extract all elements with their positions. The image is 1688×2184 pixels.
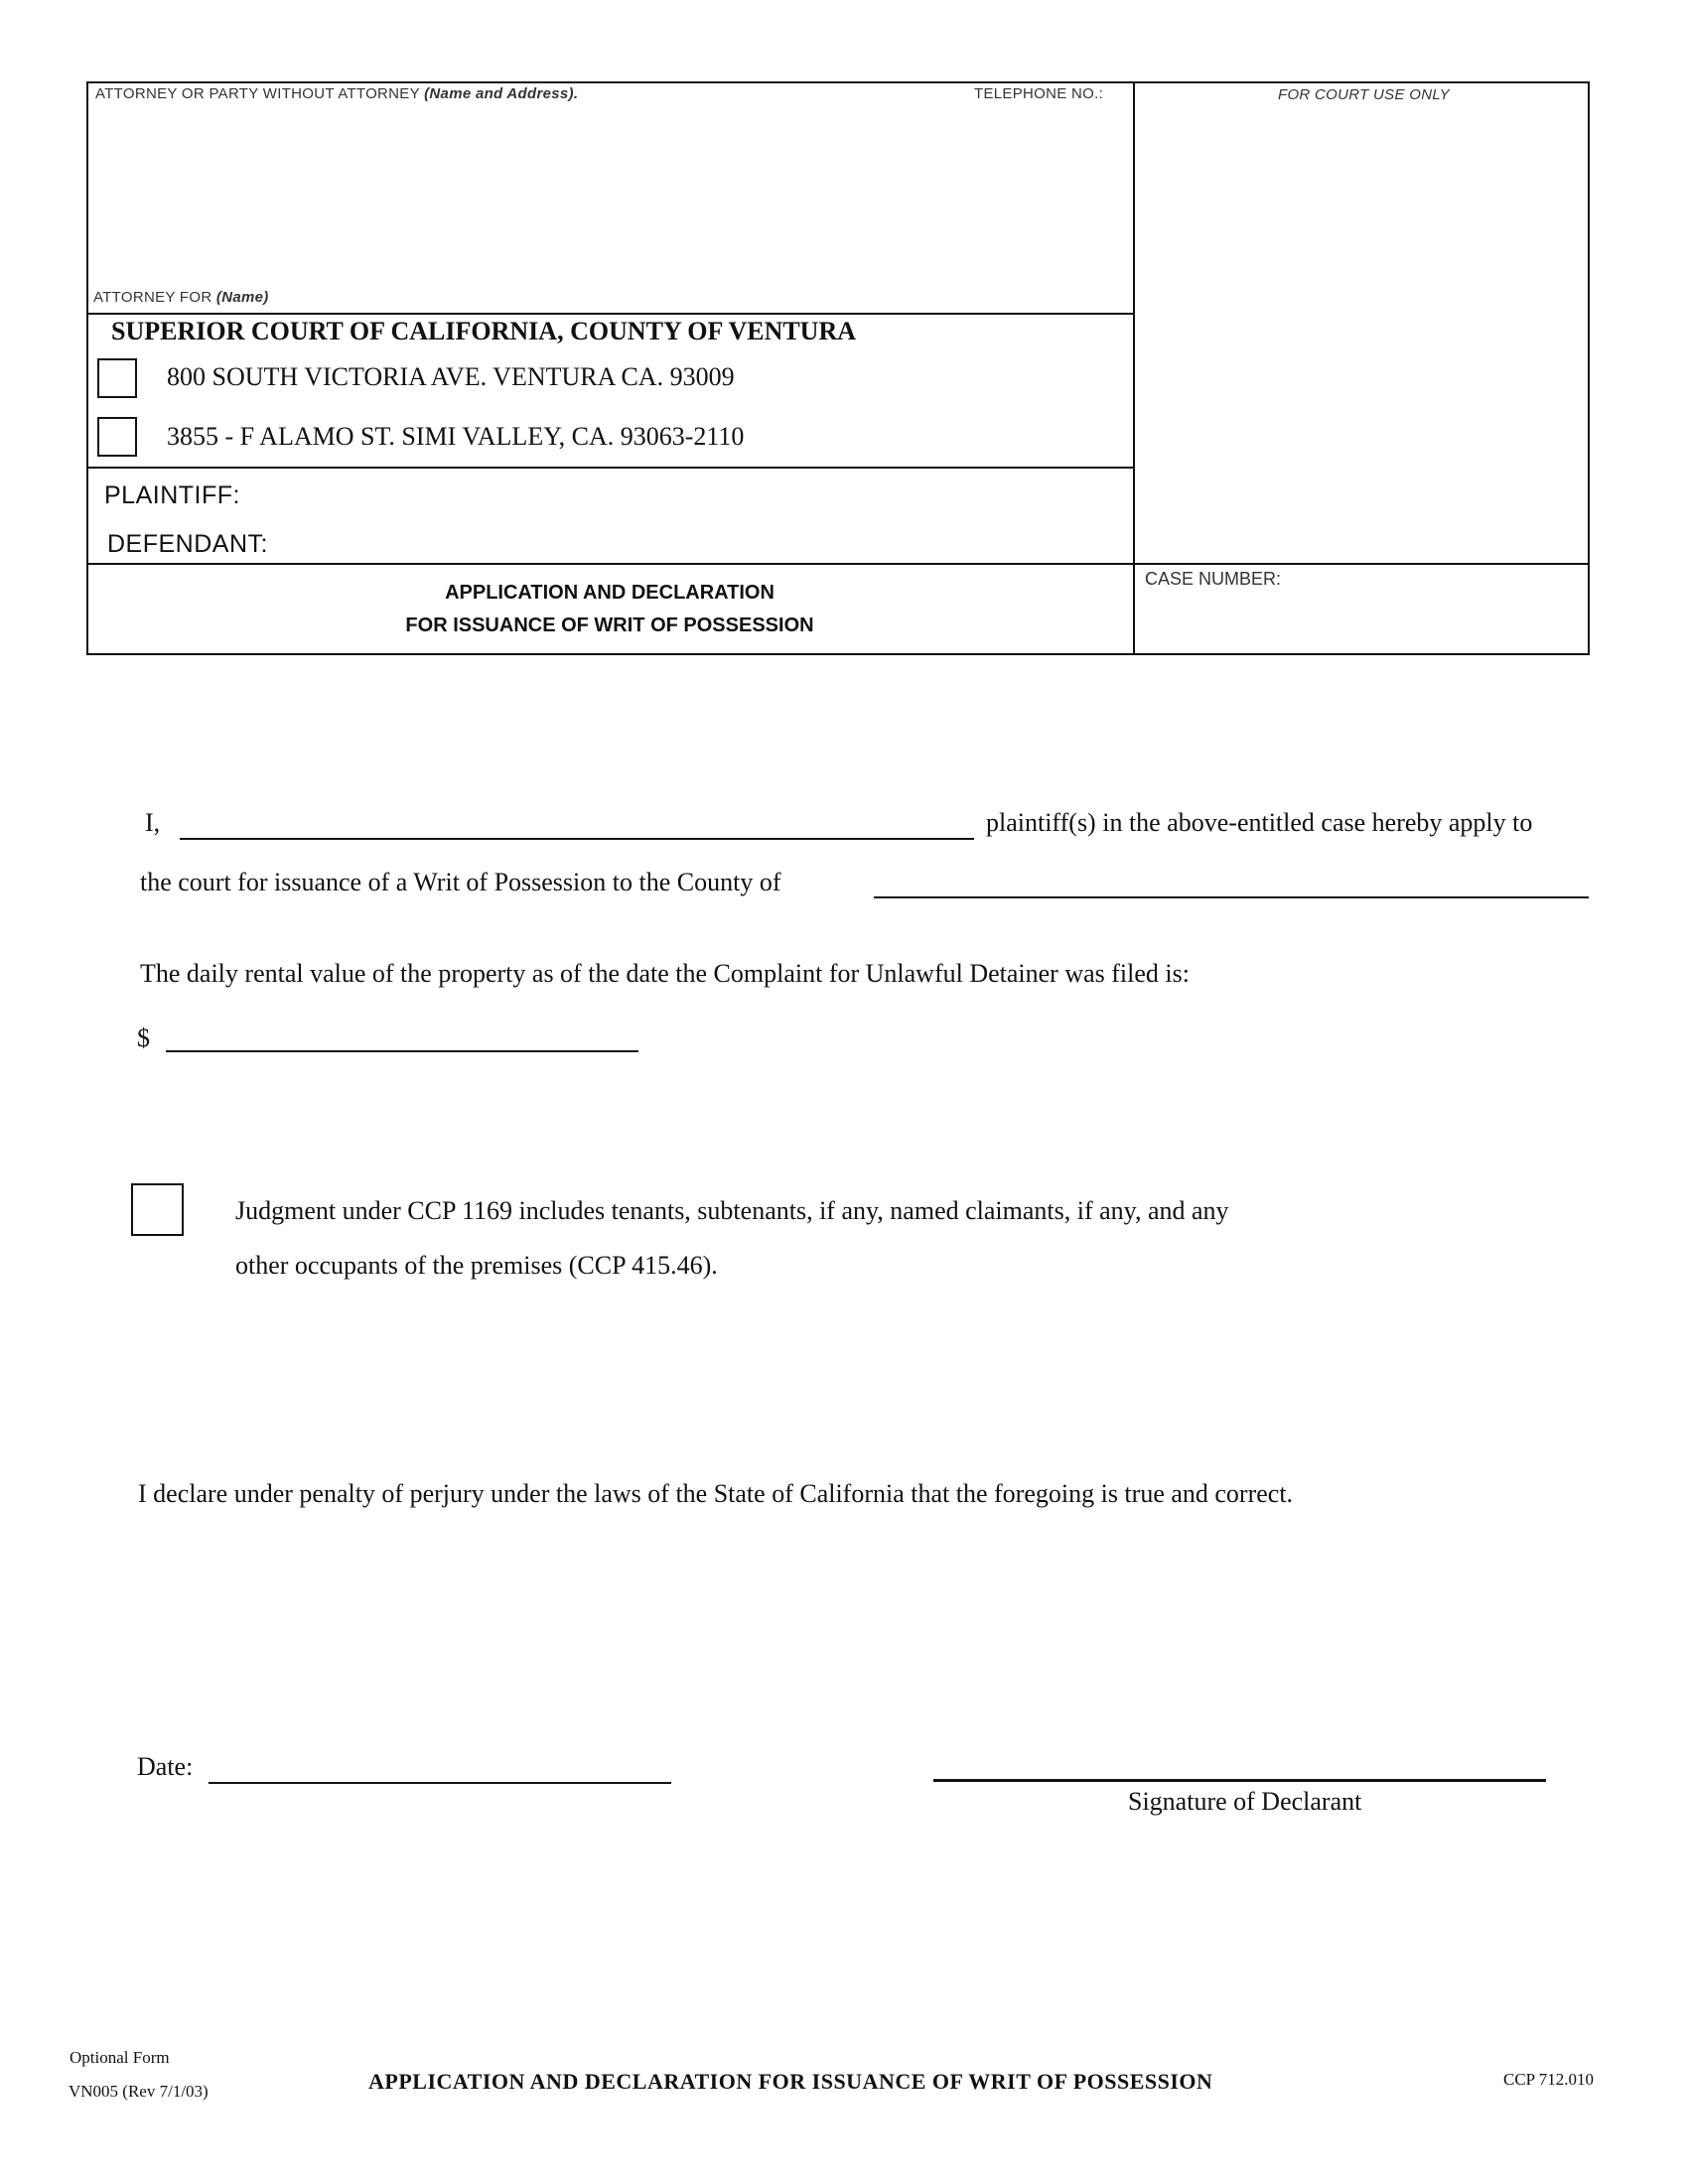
attorney-for-italic: (Name) (215, 289, 269, 306)
signature-line[interactable] (933, 1779, 1546, 1782)
court-name: SUPERIOR COURT OF CALIFORNIA, COUNTY OF VENTURA (111, 317, 857, 345)
attorney-label: ATTORNEY OR PARTY WITHOUT ATTORNEY (Name and Address). (95, 85, 579, 102)
i-label: I, (145, 808, 161, 837)
address-simi: 3855 - F ALAMO ST. SIMI VALLEY, CA. 93063-2110 (167, 422, 745, 451)
signature-label: Signature of Declarant (1128, 1787, 1362, 1816)
rental-value-text: The daily rental value of the property as of the date the Complaint for Unlawful Detainer was filed is: (140, 959, 1190, 988)
defendant-label: DEFENDANT: (107, 530, 268, 558)
case-number-label: CASE NUMBER: (1145, 569, 1282, 589)
form-title-line-2: FOR ISSUANCE OF WRIT OF POSSESSION (405, 614, 814, 636)
column-divider (1133, 83, 1135, 655)
case-number-field[interactable] (1138, 594, 1585, 651)
county-line[interactable] (874, 896, 1589, 898)
declaration-text: I declare under penalty of perjury under the laws of the State of California that the foregoing is true and correct. (138, 1479, 1294, 1508)
date-label: Date: (137, 1752, 194, 1781)
plaintiff-field[interactable] (258, 478, 1112, 514)
judgment-text-line-1: Judgment under CCP 1169 includes tenants, subtenants, if any, named claimants, if any, and any (235, 1196, 1229, 1225)
judgment-ccp-1169-checkbox[interactable] (131, 1183, 184, 1236)
plaintiff-name-line[interactable] (180, 838, 974, 840)
rental-value-line[interactable] (166, 1050, 638, 1052)
county-text: the court for issuance of a Writ of Possession to the County of (140, 868, 781, 896)
divider-attorney (88, 313, 1133, 315)
ccp-reference: CCP 712.010 (1503, 2070, 1595, 2089)
divider-court (88, 467, 1133, 469)
address-ventura-checkbox[interactable] (97, 358, 137, 398)
dollar-sign: $ (137, 1024, 150, 1052)
attorney-name-address-field[interactable] (91, 109, 1124, 288)
date-line[interactable] (209, 1782, 671, 1784)
optional-form-label: Optional Form (70, 2048, 170, 2067)
footer-title: APPLICATION AND DECLARATION FOR ISSUANCE OF WRIT OF POSSESSION (368, 2069, 1213, 2094)
court-use-field[interactable] (1138, 109, 1585, 556)
address-ventura: 800 SOUTH VICTORIA AVE. VENTURA CA. 93009 (167, 362, 735, 391)
attorney-for-label: ATTORNEY FOR (Name) (93, 289, 269, 306)
judgment-text-line-2: other occupants of the premises (CCP 415.46). (235, 1251, 718, 1280)
court-use-label: FOR COURT USE ONLY (1278, 86, 1450, 103)
form-id: VN005 (Rev 7/1/03) (69, 2082, 209, 2101)
defendant-field[interactable] (288, 526, 1112, 562)
apply-text: plaintiff(s) in the above-entitled case hereby apply to (986, 808, 1533, 837)
plaintiff-label: PLAINTIFF: (104, 481, 240, 509)
address-simi-checkbox[interactable] (97, 417, 137, 457)
telephone-label: TELEPHONE NO.: (974, 85, 1104, 102)
attorney-label-italic: (Name and Address). (424, 85, 579, 102)
form-title-line-1: APPLICATION AND DECLARATION (445, 582, 774, 604)
divider-parties (88, 563, 1590, 565)
